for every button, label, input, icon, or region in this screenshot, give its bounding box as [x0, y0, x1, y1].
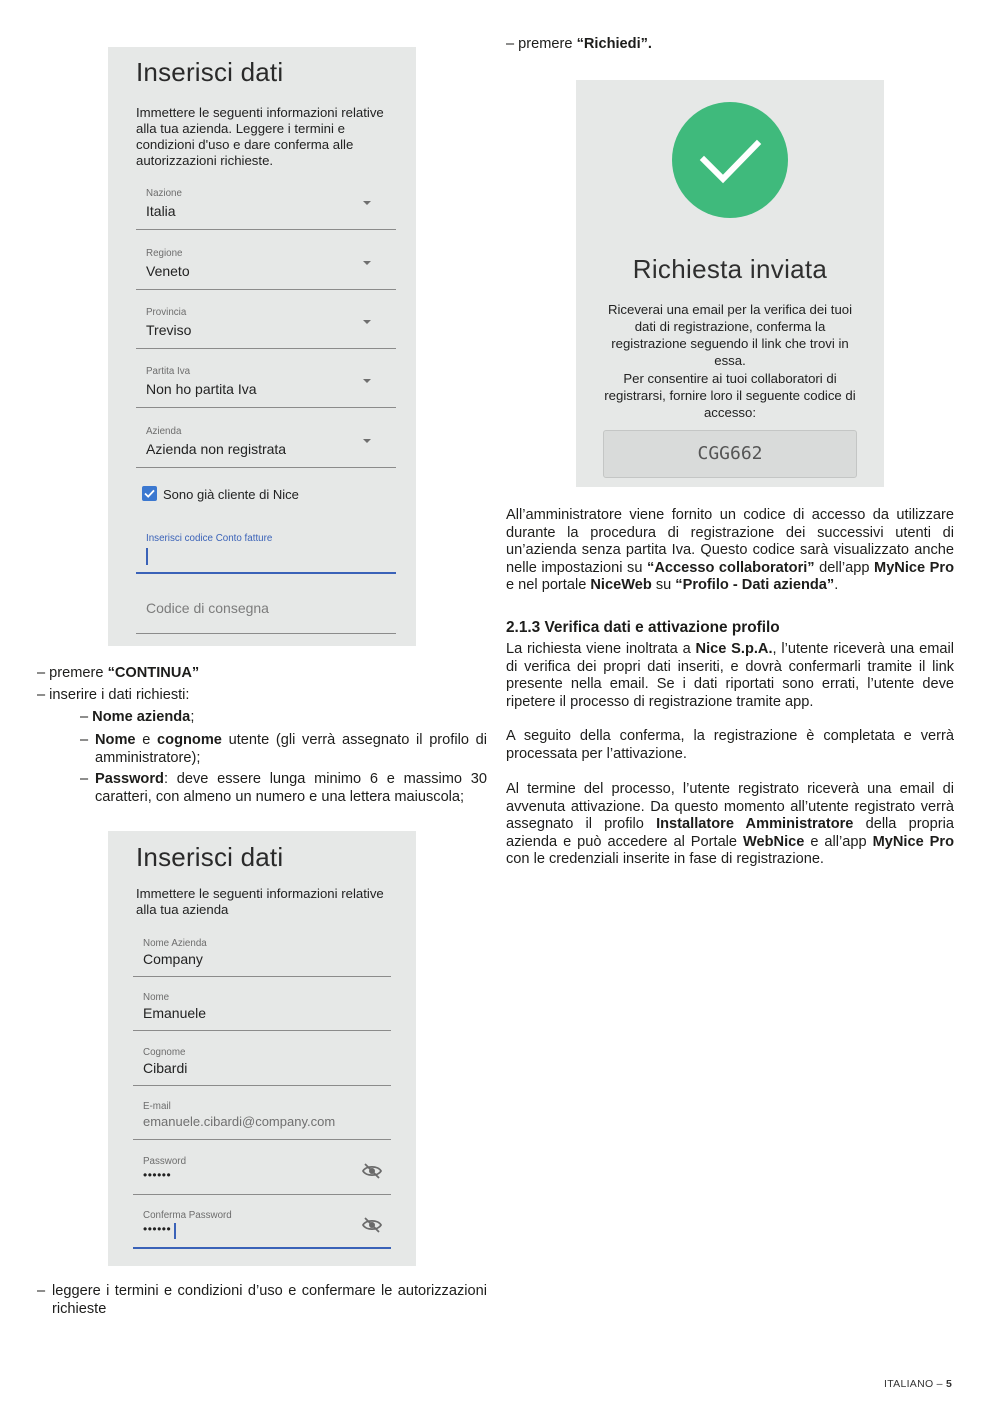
field-underline	[133, 1085, 391, 1086]
company-select[interactable]	[136, 421, 396, 468]
text: e nel portale	[506, 577, 591, 593]
text: e all’app	[804, 833, 873, 850]
company-name-input[interactable]	[133, 931, 391, 977]
name-term: Nome	[95, 732, 136, 748]
vat-label: Partita Iva	[146, 366, 191, 377]
country-select[interactable]	[136, 183, 396, 230]
substep-name-surname	[80, 732, 487, 767]
text: Al termine del processo, l’utente registrato riceverà una email di avvenuta attivazione. Da questo momento all’utente registrato verrà assegnato il profilo	[506, 781, 954, 832]
chevron-down-icon	[363, 379, 371, 383]
text-bold: WebNice	[743, 833, 805, 850]
existing-customer-label: Sono già cliente di Nice	[163, 487, 299, 502]
email-value: emanuele.cibardi@company.com	[143, 1114, 336, 1129]
account-code-input[interactable]	[136, 528, 396, 574]
confirm-password-label: Conferma Password	[143, 1210, 232, 1221]
first-name-value: Emanuele	[143, 1005, 207, 1021]
text-bold: “Accesso collaboratori”	[647, 559, 815, 576]
field-underline	[136, 229, 396, 230]
text: All’amministratore viene fornito un codice di accesso da utilizzare durante la procedura di registrazione dei successivi utenti di un’azienda senza partita Iva. Questo codice sarà visualizzato anche nelle impostazioni su	[506, 507, 954, 576]
password-value: ••••••	[143, 1168, 172, 1182]
province-select[interactable]	[136, 302, 396, 349]
dash: –	[80, 771, 89, 787]
delivery-code-placeholder: Codice di consegna	[146, 600, 269, 616]
password-label: Password	[143, 1156, 187, 1167]
country-label: Nazione	[146, 188, 182, 199]
confirm-password-value: ••••••	[143, 1222, 172, 1236]
field-underline	[136, 348, 396, 349]
form-intro: Immettere le seguenti informazioni relative alla tua azienda	[136, 886, 384, 917]
email-input[interactable]	[133, 1094, 391, 1140]
step-insert-data	[37, 687, 189, 705]
field-underline-active	[136, 572, 396, 574]
chevron-down-icon	[363, 439, 371, 443]
step-text: ;	[190, 709, 195, 725]
text-bold: MyNice Pro	[872, 833, 954, 850]
email-label: E-mail	[143, 1101, 171, 1112]
access-code-field[interactable]: CGG662	[603, 430, 857, 478]
step-accept-terms	[37, 1283, 487, 1318]
field-underline	[136, 633, 396, 634]
user-data-form-screenshot	[108, 831, 416, 1266]
text: dell’app	[814, 559, 875, 576]
company-name-value: Company	[143, 951, 203, 967]
region-label: Regione	[146, 248, 183, 259]
form-intro: Immettere le seguenti informazioni relative alla tua azienda. Leggere i termini e condizioni d'uso e dare conferma alle autorizzazioni richieste.	[136, 105, 384, 168]
text: della propria azienda e può accedere al Portale	[506, 816, 955, 850]
dash: –	[37, 665, 50, 681]
access-code-paragraph	[506, 507, 954, 595]
page-footer	[884, 1378, 952, 1390]
region-value: Veneto	[146, 263, 190, 279]
step-text: e	[135, 732, 158, 748]
text-bold: Installatore Amministratore	[656, 816, 854, 832]
text-bold: “Profilo - Dati azienda”	[675, 577, 835, 593]
surname-term: cognome	[157, 732, 222, 748]
field-underline	[133, 1030, 391, 1031]
card-title: Richiesta inviata	[632, 254, 828, 284]
continue-label: “CONTINUA”	[107, 665, 200, 681]
password-term: Password	[95, 771, 164, 787]
text-bold: NiceWeb	[590, 577, 652, 593]
activation-paragraph	[506, 781, 954, 869]
success-badge	[672, 102, 788, 218]
region-select[interactable]	[136, 243, 396, 290]
dash: –	[80, 709, 93, 725]
chevron-down-icon	[363, 201, 371, 205]
eye-off-icon[interactable]	[361, 1162, 383, 1180]
field-underline	[136, 407, 396, 408]
step-press-continue	[37, 665, 199, 683]
field-underline	[133, 1139, 391, 1140]
step-text: premere	[49, 665, 108, 681]
confirm-password-input[interactable]	[133, 1203, 391, 1249]
account-code-label: Inserisci codice Conto fatture	[146, 533, 273, 544]
card-message: Riceverai una email per la verifica dei tuoi dati di registrazione, conferma la registrazione seguendo il link che trovi in essa.	[607, 302, 853, 368]
checkmark-icon	[672, 102, 788, 218]
password-input[interactable]	[133, 1149, 391, 1195]
dash: –	[506, 36, 519, 52]
surname-value: Cibardi	[143, 1060, 188, 1076]
confirmation-paragraph: A seguito della conferma, la registrazione è completata e verrà processata per l’attivazione.	[506, 728, 954, 762]
text: La richiesta viene inoltrata a	[506, 641, 696, 657]
footer-language: ITALIANO –	[884, 1378, 947, 1390]
step-text: premere	[518, 36, 577, 52]
company-label: Azienda	[146, 426, 182, 437]
text-cursor	[146, 548, 148, 565]
section-heading: 2.1.3 Verifica dati e attivazione profilo	[506, 619, 780, 636]
step-text: inserire i dati richiesti:	[49, 687, 190, 703]
step-text: utente (gli verrà assegnato il profilo di amministratore);	[95, 732, 487, 766]
text-bold: Nice S.p.A.	[695, 641, 773, 657]
text: con le credenziali inserite in fase di registrazione.	[506, 851, 824, 867]
company-name-term: Nome azienda	[92, 709, 191, 725]
province-value: Treviso	[146, 322, 192, 338]
vat-select[interactable]	[136, 361, 396, 408]
request-sent-screenshot	[576, 80, 884, 487]
field-underline	[136, 289, 396, 290]
verification-paragraph	[506, 641, 954, 711]
surname-label: Cognome	[143, 1047, 186, 1058]
chevron-down-icon	[363, 261, 371, 265]
vat-value: Non ho partita Iva	[146, 381, 257, 397]
chevron-down-icon	[363, 320, 371, 324]
request-label: “Richiedi”.	[576, 36, 652, 52]
substep-company-name	[80, 709, 194, 727]
field-underline	[133, 976, 391, 977]
first-name-label: Nome	[143, 992, 170, 1003]
company-data-form-screenshot	[108, 47, 416, 646]
field-underline	[136, 467, 396, 468]
form-title: Inserisci dati	[136, 842, 284, 872]
check-icon	[142, 486, 157, 501]
text: , l’utente riceverà una email di verifica dei propri dati inseriti, e dovrà confermarli tramite il link presente nella email. Se i dati riportati sono errati, l’utente deve ripetere il processo di registrazione tramite app.	[506, 641, 954, 710]
text-bold: MyNice Pro	[874, 559, 955, 576]
dash: –	[80, 732, 89, 748]
text: .	[834, 577, 839, 593]
card-message-access: Per consentire ai tuoi collaboratori di registrarsi, fornire loro il seguente codice di accesso:	[604, 371, 856, 420]
field-underline	[133, 1194, 391, 1195]
field-underline-active	[133, 1247, 391, 1249]
step-press-request	[506, 36, 652, 54]
country-value: Italia	[146, 203, 176, 219]
existing-customer-checkbox[interactable]	[142, 486, 157, 501]
substep-password	[80, 771, 487, 806]
dash: –	[37, 687, 50, 703]
delivery-code-input[interactable]	[136, 587, 396, 634]
text: su	[651, 577, 676, 593]
province-label: Provincia	[146, 307, 187, 318]
company-name-label: Nome Azienda	[143, 938, 207, 949]
eye-off-icon[interactable]	[361, 1216, 383, 1234]
text-cursor	[174, 1223, 176, 1239]
first-name-input[interactable]	[133, 985, 391, 1031]
company-value: Azienda non registrata	[146, 441, 287, 457]
step-text: leggere i termini e condizioni d’uso e confermare le autorizzazioni richieste	[52, 1283, 487, 1317]
surname-input[interactable]	[133, 1040, 391, 1086]
dash: –	[37, 1283, 46, 1299]
form-title: Inserisci dati	[136, 57, 284, 87]
page-number: 5	[946, 1378, 953, 1390]
step-text: : deve essere lunga minimo 6 e massimo 30 caratteri, con almeno un numero e una lettera maiuscola;	[95, 771, 487, 805]
